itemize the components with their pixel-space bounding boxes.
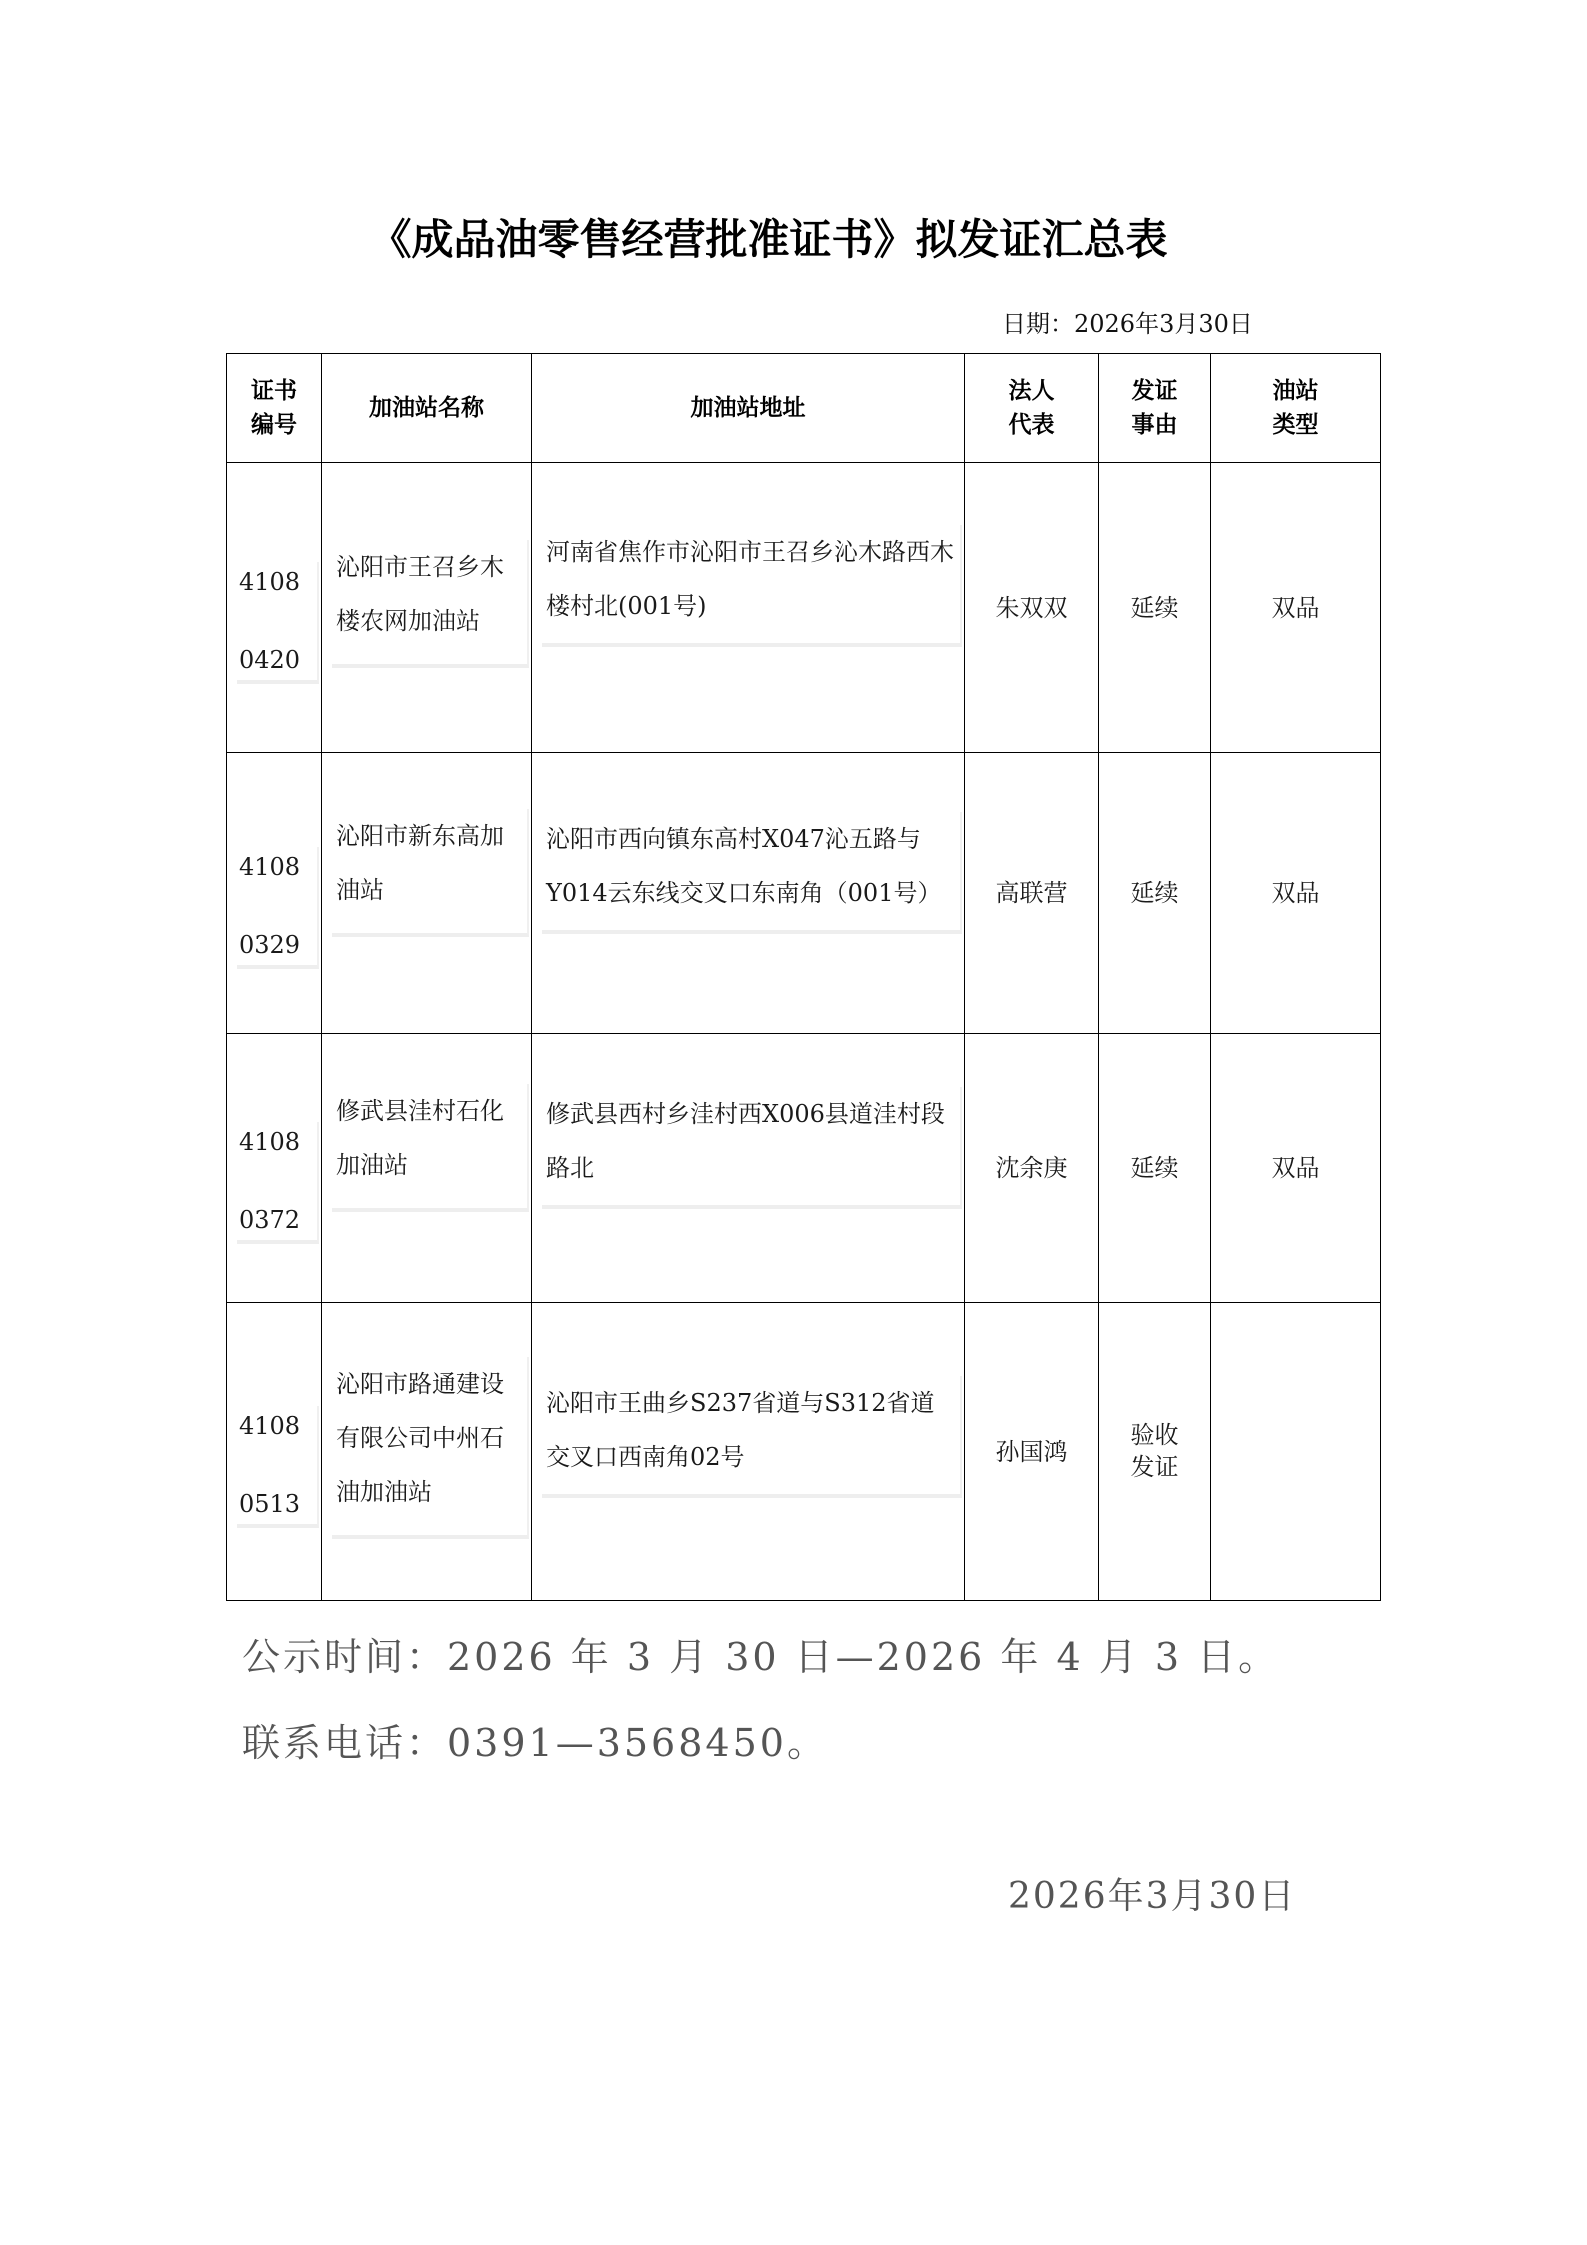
header-issue-reason: 发证 事由	[1099, 354, 1211, 463]
cell-station-type: 双品	[1211, 753, 1381, 1034]
cell-station-name: 沁阳市路通建设有限公司中州石油加油站	[322, 1303, 532, 1601]
cell-legal-rep: 高联营	[965, 753, 1099, 1034]
table-row	[227, 463, 1381, 753]
cell-cert-no: 4108 0372	[227, 1034, 322, 1303]
contact-phone: 联系电话：0391—3568450。	[242, 1721, 828, 1765]
cell-issue-reason	[1099, 1303, 1211, 1601]
date-value: 2026年3月30日	[1074, 310, 1253, 338]
cell-station-address: 修武县西村乡洼村西X006县道洼村段路北	[532, 1034, 965, 1303]
cell-station-address: 沁阳市西向镇东高村X047沁五路与Y014云东线交叉口东南角（001号）	[532, 753, 965, 1034]
date-label: 日期：	[1002, 310, 1074, 338]
table-row	[227, 1303, 1381, 1601]
cell-station-type	[1211, 1303, 1381, 1601]
document-date	[1002, 306, 1253, 342]
header-cert-no: 证书 编号	[227, 354, 322, 463]
issue-reason-text: 验收发证	[1130, 1421, 1179, 1481]
cell-legal-rep: 朱双双	[965, 463, 1099, 753]
cell-station-type: 双品	[1211, 463, 1381, 753]
cell-station-address: 沁阳市王曲乡S237省道与S312省道交叉口西南角02号	[532, 1303, 965, 1601]
document-title-text: 《成品油零售经营批准证书》拟发证汇总表	[369, 215, 1168, 264]
cell-cert-no: 4108 0420	[227, 463, 322, 753]
table-header-row	[227, 354, 1381, 463]
cell-station-type: 双品	[1211, 1034, 1381, 1303]
cell-issue-reason: 延续	[1099, 463, 1211, 753]
cell-station-name: 沁阳市王召乡木楼农网加油站	[322, 463, 532, 753]
cell-station-name: 修武县洼村石化加油站	[322, 1034, 532, 1303]
cell-cert-no: 4108 0329	[227, 753, 322, 1034]
cell-station-name: 沁阳市新东高加油站	[322, 753, 532, 1034]
cell-station-address: 河南省焦作市沁阳市王召乡沁木路西木楼村北(001号)	[532, 463, 965, 753]
license-summary-table	[226, 353, 1381, 1601]
cell-issue-reason: 延续	[1099, 1034, 1211, 1303]
header-station-type: 油站 类型	[1211, 354, 1381, 463]
header-legal-rep: 法人 代表	[965, 354, 1099, 463]
document-title	[0, 212, 1587, 268]
cell-legal-rep: 沈余庚	[965, 1034, 1099, 1303]
table-row	[227, 1034, 1381, 1303]
header-station-name: 加油站名称	[322, 354, 532, 463]
signature-date: 2026年3月30日	[1008, 1876, 1297, 1917]
header-station-address: 加油站地址	[532, 354, 965, 463]
publicity-period: 公示时间：2026 年 3 月 30 日—2026 年 4 月 3 日。	[242, 1635, 1280, 1679]
cell-legal-rep: 孙国鸿	[965, 1303, 1099, 1601]
cell-issue-reason: 延续	[1099, 753, 1211, 1034]
table-row	[227, 753, 1381, 1034]
cell-cert-no: 4108 0513	[227, 1303, 322, 1601]
